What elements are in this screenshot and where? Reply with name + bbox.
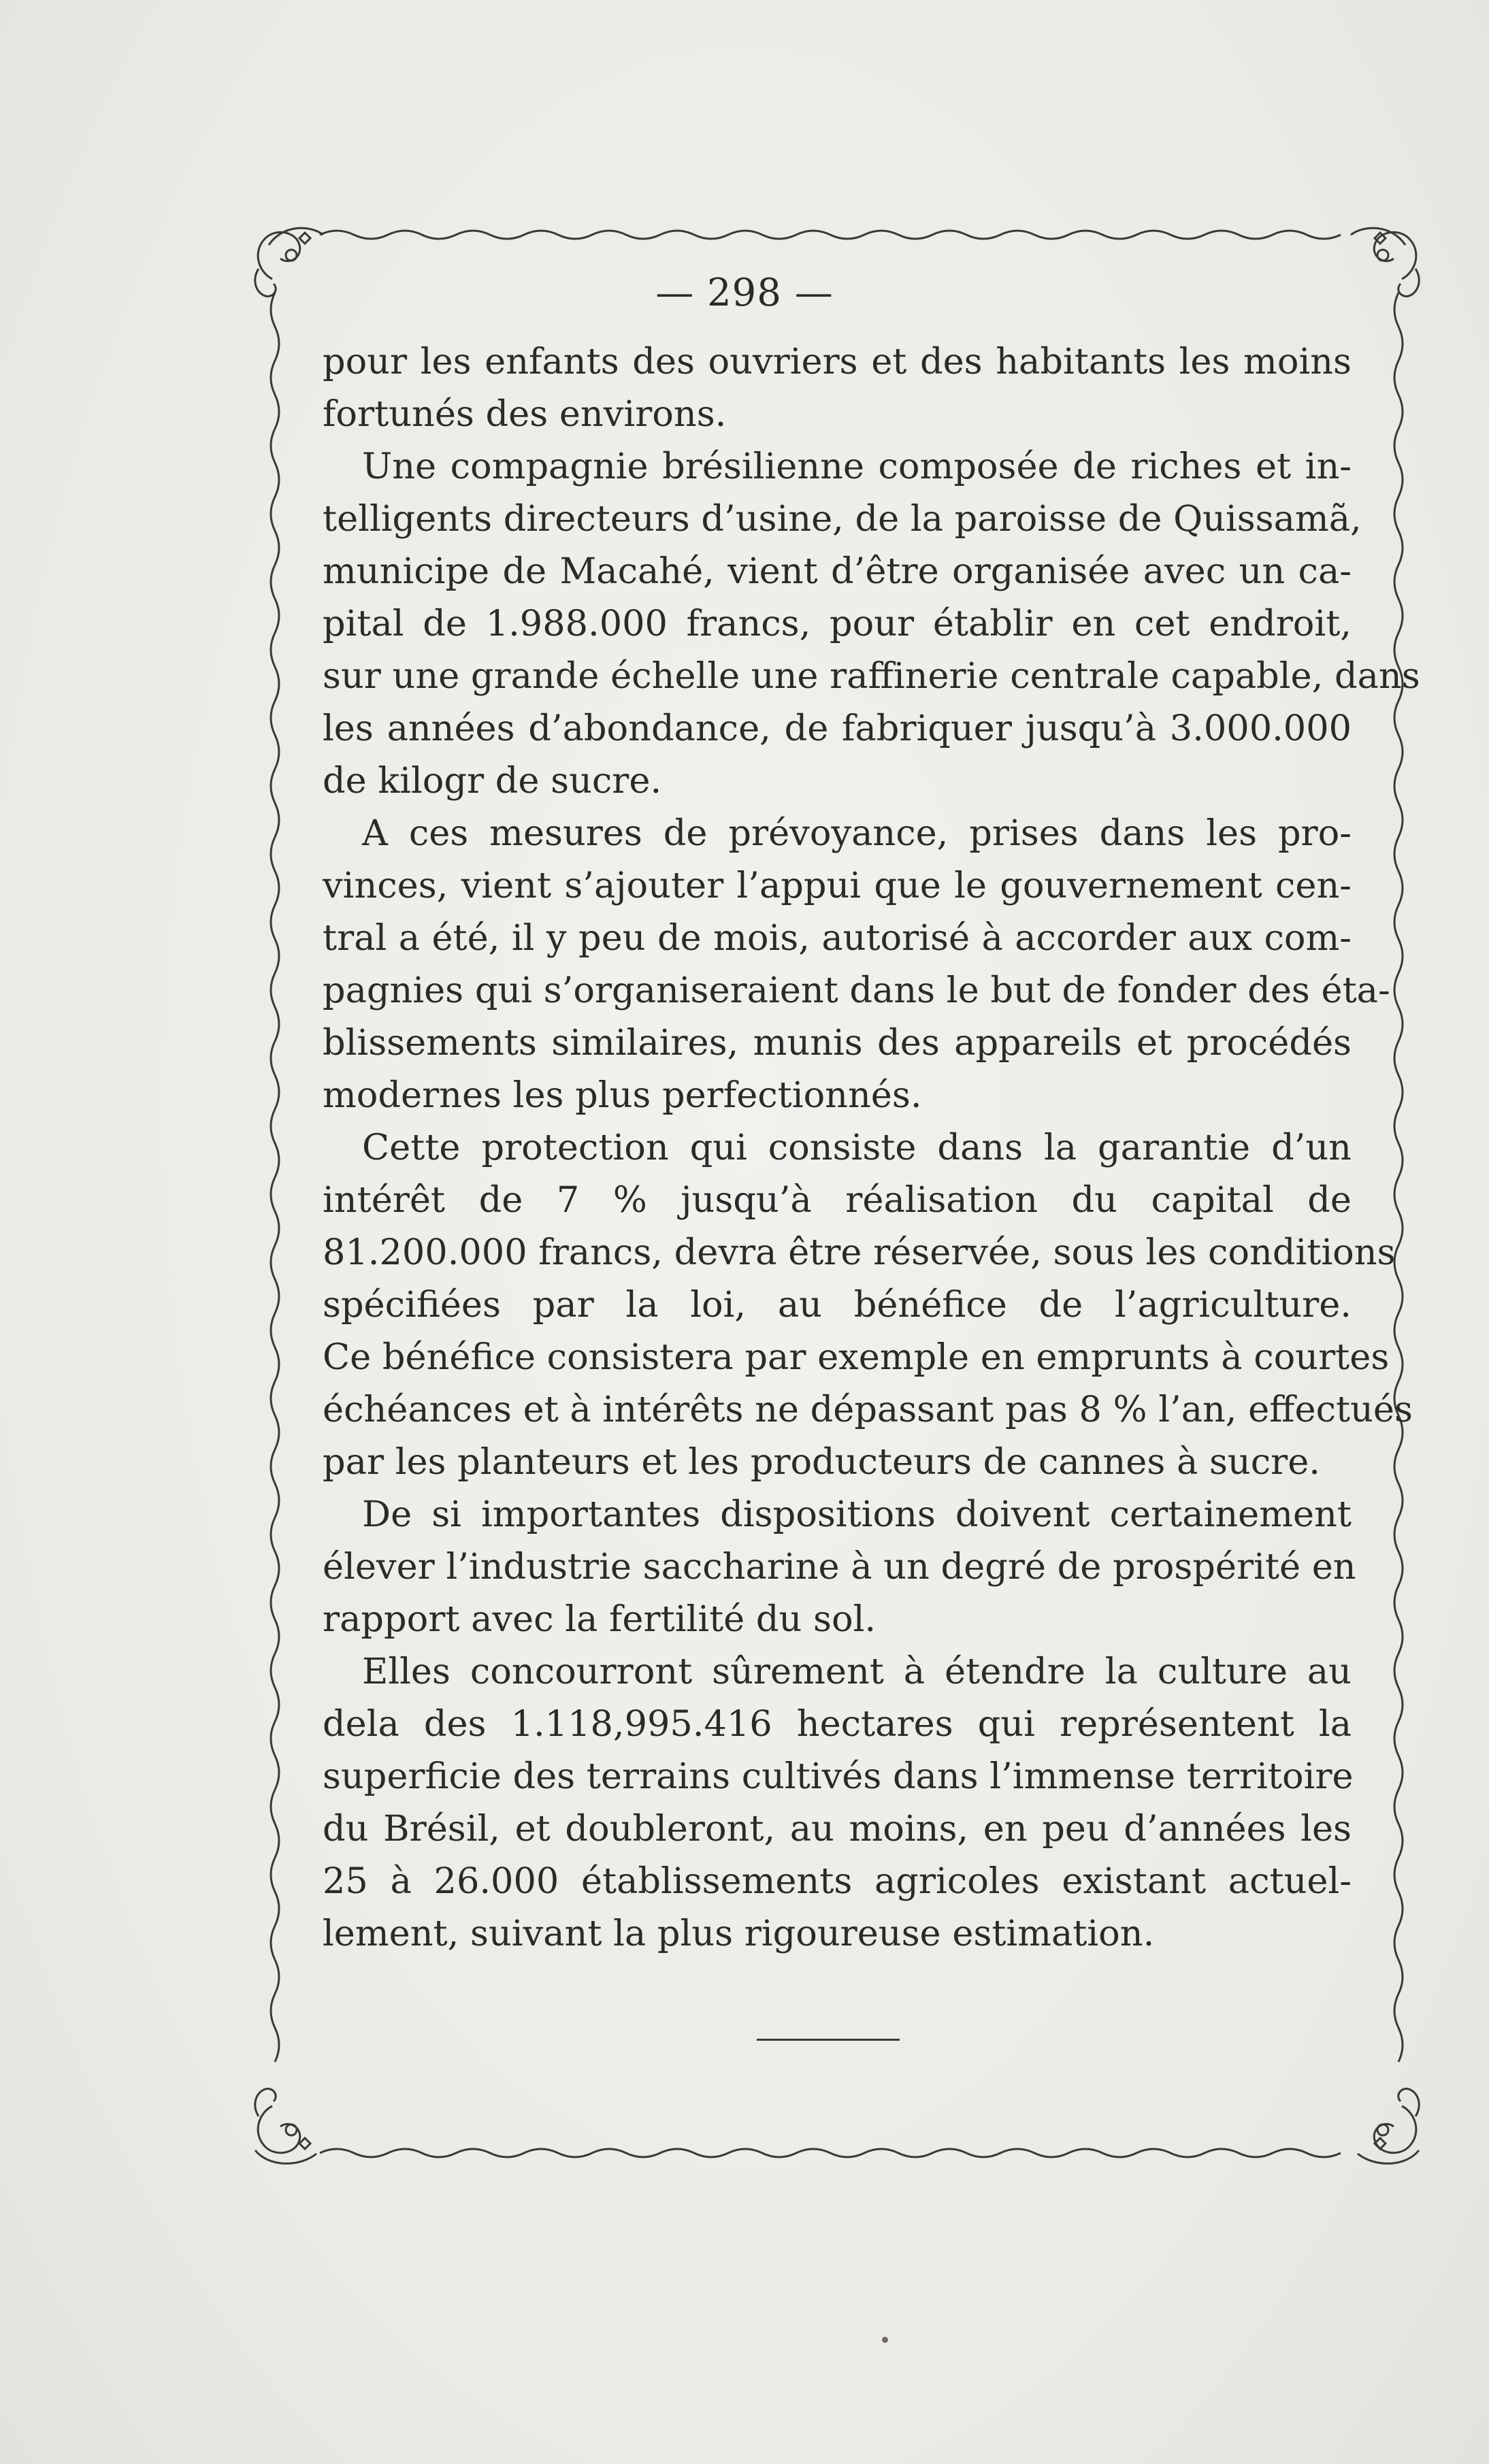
text-line: du Brésil, et doubleront, au moins, en peu d’années les <box>323 1808 1352 1850</box>
text-line: 25 à 26.000 établissements agricoles existant actuel- <box>323 1860 1352 1902</box>
text-line: De si importantes dispositions doivent certainement <box>362 1494 1352 1535</box>
text-line: fortunés des environs. <box>323 393 727 435</box>
text-line: pour les enfants des ouvriers et des habitants les moins <box>323 341 1352 382</box>
text-line: rapport avec la fertilité du sol. <box>323 1598 877 1640</box>
text-line: pital de 1.988.000 francs, pour établir en cet endroit, <box>323 603 1352 644</box>
bottom-right-scroll-ornament-icon <box>1358 2089 1419 2164</box>
text-line: vinces, vient s’ajouter l’appui que le gouvernement cen- <box>323 865 1352 906</box>
text-line: par les planteurs et les producteurs de cannes à sucre. <box>323 1441 1320 1483</box>
text-line: Cette protection qui consiste dans la garantie d’un <box>362 1127 1352 1168</box>
text-line: sur une grande échelle une raffinerie centrale capable, dans <box>323 655 1420 697</box>
text-line: spécifiées par la loi, au bénéfice de l’agriculture. <box>323 1284 1352 1326</box>
paragraph <box>323 1645 1352 1960</box>
text-line: 81.200.000 francs, devra être réservée, sous les conditions <box>323 1232 1396 1273</box>
text-line: Elles concourront sûrement à étendre la culture au <box>362 1651 1352 1692</box>
text-line: échéances et à intérêts ne dépassant pas 8 % l’an, effectués <box>323 1389 1413 1430</box>
text-line: tral a été, il y peu de mois, autorisé à accorder aux com- <box>323 917 1352 959</box>
paragraph <box>323 1121 1413 1488</box>
paragraph <box>323 807 1390 1121</box>
body-text <box>323 335 1420 1960</box>
text-line: Ce bénéfice consistera par exemple en emprunts à courtes <box>323 1336 1390 1378</box>
paragraph <box>323 1488 1356 1645</box>
text-line: les années d’abondance, de fabriquer jusqu’à 3.000.000 <box>323 708 1352 749</box>
text-line: intérêt de 7 % jusqu’à réalisation du capital de <box>323 1179 1352 1221</box>
text-line: A ces mesures de prévoyance, prises dans les pro- <box>362 812 1352 854</box>
bottom-wavy-border <box>320 2149 1341 2157</box>
page-number: — 298 — <box>655 271 834 315</box>
text-line: Une compagnie brésilienne composée de riches et in- <box>362 446 1352 487</box>
section-end-rule <box>757 2039 900 2041</box>
text-line: lement, suivant la plus rigoureuse estimation. <box>323 1913 1155 1954</box>
text-line: superficie des terrains cultivés dans l’immense territoire <box>323 1756 1354 1797</box>
text-line: de kilogr de sucre. <box>323 760 662 802</box>
text-line: pagnies qui s’organiseraient dans le but de fonder des éta- <box>323 970 1390 1011</box>
paper-speck <box>882 2337 888 2343</box>
text-line: telligents directeurs d’usine, de la paroisse de Quissamã, <box>323 498 1362 540</box>
text-line: élever l’industrie saccharine à un degré de prospérité en <box>323 1546 1356 1588</box>
right-wavy-border <box>1394 293 1403 2062</box>
text-line: municipe de Macahé, vient d’être organisée avec un ca- <box>323 551 1352 592</box>
text-line: dela des 1.118,995.416 hectares qui représentent la <box>323 1703 1352 1745</box>
text-line: blissements similaires, munis des appareils et procédés <box>323 1022 1352 1064</box>
bottom-left-scroll-ornament-icon <box>255 2089 316 2164</box>
paragraph <box>323 440 1420 807</box>
left-wavy-border <box>271 293 279 2062</box>
text-line: modernes les plus perfectionnés. <box>323 1074 922 1116</box>
top-wavy-border <box>320 231 1341 239</box>
paragraph <box>323 335 1352 440</box>
